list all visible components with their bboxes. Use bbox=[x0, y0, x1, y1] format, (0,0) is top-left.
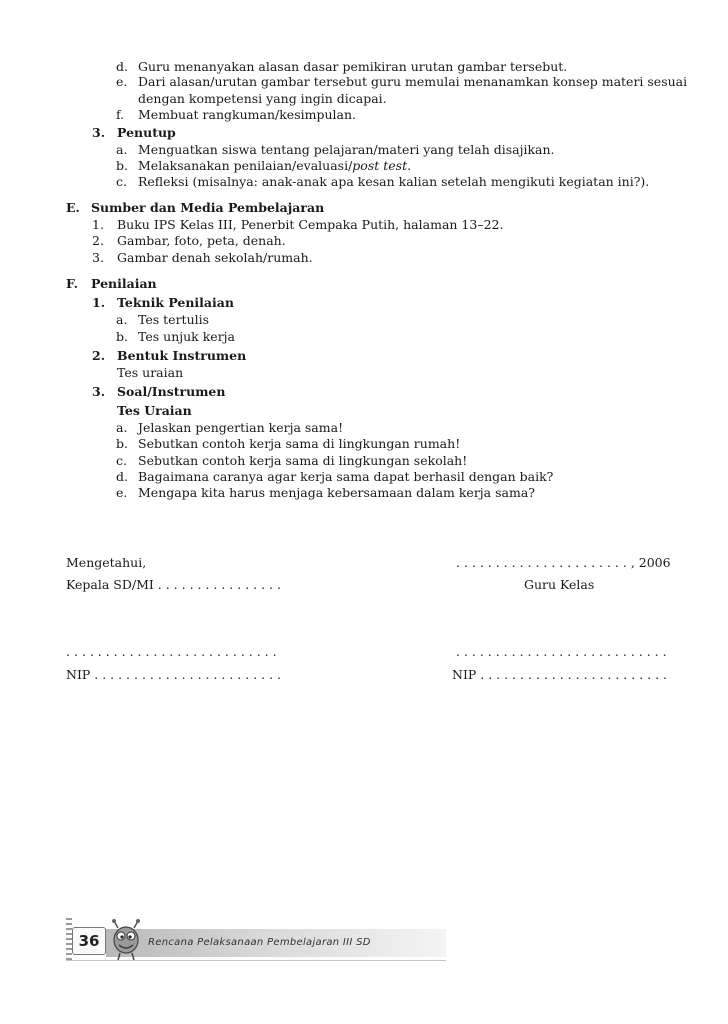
item-number: 3. bbox=[92, 250, 104, 265]
item-text: Bagaimana caranya agar kerja sama dapat berhasil dengan baik? bbox=[138, 469, 554, 484]
section-e-item-1 bbox=[92, 217, 503, 233]
soal-subtitle bbox=[117, 403, 192, 419]
heading-number: 1. bbox=[92, 295, 106, 310]
item-mark: e. bbox=[116, 485, 128, 500]
section-e-item-2 bbox=[92, 233, 286, 249]
kepala-label: Kepala SD/MI . . . . . . . . . . . . . . . . bbox=[66, 577, 281, 592]
item-mark: c. bbox=[116, 174, 127, 189]
item-mark: d. bbox=[116, 59, 128, 74]
bentuk-value bbox=[117, 365, 183, 381]
item-text: Melaksanakan penilaian/evaluasi/ bbox=[138, 158, 353, 173]
teknik-item-b bbox=[116, 329, 235, 345]
heading-number: 3. bbox=[92, 125, 106, 140]
soal-item-e bbox=[116, 485, 535, 501]
item-text: Dari alasan/urutan gambar tersebut guru memulai menanamkan konsep materi sesuai bbox=[138, 74, 688, 89]
section-f-heading bbox=[66, 276, 157, 292]
list-item-d bbox=[116, 59, 567, 75]
item-text: Gambar denah sekolah/rumah. bbox=[117, 250, 313, 265]
item-text: Menguatkan siswa tentang pelajaran/materi yang telah disajikan. bbox=[138, 142, 555, 157]
section-e-heading bbox=[66, 200, 324, 216]
heading-title: Bentuk Instrumen bbox=[117, 348, 247, 363]
list-item-e-continued bbox=[138, 91, 387, 107]
item-mark: a. bbox=[116, 420, 128, 435]
signature-line-left: . . . . . . . . . . . . . . . . . . . . . . . . . . . bbox=[66, 644, 277, 659]
section-e-item-3 bbox=[92, 250, 313, 266]
heading-title: Penutup bbox=[117, 125, 176, 140]
signature-line-right: . . . . . . . . . . . . . . . . . . . . . . . . . . . bbox=[456, 644, 667, 659]
teknik-item-a bbox=[116, 312, 209, 328]
item-text: Membuat rangkuman/kesimpulan. bbox=[138, 107, 356, 122]
mengetahui-label: Mengetahui, bbox=[66, 555, 147, 570]
heading-title: Teknik Penilaian bbox=[117, 295, 234, 310]
item-mark: d. bbox=[116, 469, 128, 484]
item-text: dengan kompetensi yang ingin dicapai. bbox=[138, 91, 387, 106]
item-text: Gambar, foto, peta, denah. bbox=[117, 233, 286, 248]
item-mark: e. bbox=[116, 74, 128, 89]
item-text-italic: post test bbox=[352, 158, 408, 173]
soal-heading bbox=[92, 384, 225, 400]
item-mark: b. bbox=[116, 158, 128, 173]
heading-title: Soal/Instrumen bbox=[117, 384, 226, 399]
item-text: Mengapa kita harus menjaga kebersamaan dalam kerja sama? bbox=[138, 485, 535, 500]
item-mark: b. bbox=[116, 329, 128, 344]
list-item-e bbox=[116, 74, 687, 90]
nip-left: NIP . . . . . . . . . . . . . . . . . . . . . . . . bbox=[66, 667, 282, 682]
page-number: 36 bbox=[72, 927, 106, 955]
guru-kelas-label: Guru Kelas bbox=[524, 577, 595, 592]
cartoon-mascot-icon bbox=[106, 918, 146, 962]
heading-number: 2. bbox=[92, 348, 106, 363]
item-text: Sebutkan contoh kerja sama di lingkungan rumah! bbox=[138, 436, 461, 451]
soal-item-a bbox=[116, 420, 343, 436]
item-mark: b. bbox=[116, 436, 128, 451]
soal-item-d bbox=[116, 469, 553, 485]
subtitle-text: Tes Uraian bbox=[117, 403, 192, 418]
item-text: Guru menanyakan alasan dasar pemikiran urutan gambar tersebut. bbox=[138, 59, 568, 74]
penutup-item-a bbox=[116, 142, 555, 158]
item-text: Buku IPS Kelas III, Penerbit Cempaka Putih, halaman 13–22. bbox=[117, 217, 504, 232]
section-title: Sumber dan Media Pembelajaran bbox=[91, 200, 325, 215]
item-text: Tes uraian bbox=[117, 365, 184, 380]
bentuk-heading bbox=[92, 348, 246, 364]
item-text: Refleksi (misalnya: anak-anak apa kesan kalian setelah mengikuti kegiatan ini?). bbox=[138, 174, 650, 189]
heading-number: 3. bbox=[92, 384, 106, 399]
section-mark: F. bbox=[66, 276, 78, 291]
section-title: Penilaian bbox=[91, 276, 157, 291]
item-text: Tes unjuk kerja bbox=[138, 329, 236, 344]
penutup-item-c bbox=[116, 174, 649, 190]
page-footer bbox=[66, 918, 446, 966]
soal-item-b bbox=[116, 436, 460, 452]
item-text: Sebutkan contoh kerja sama di lingkungan sekolah! bbox=[138, 453, 468, 468]
item-mark: c. bbox=[116, 453, 127, 468]
item-number: 1. bbox=[92, 217, 104, 232]
penutup-item-b bbox=[116, 158, 411, 174]
item-text: Jelaskan pengertian kerja sama! bbox=[138, 420, 344, 435]
item-text: Tes tertulis bbox=[138, 312, 210, 327]
item-mark: f. bbox=[116, 107, 125, 122]
penutup-heading bbox=[92, 125, 176, 141]
list-item-f bbox=[116, 107, 356, 123]
item-text-end: . bbox=[407, 158, 412, 173]
running-title: Rencana Pelaksanaan Pembelajaran III SD bbox=[148, 937, 371, 948]
date-line: . . . . . . . . . . . . . . . . . . . . . . , 2006 bbox=[456, 555, 671, 570]
item-mark: a. bbox=[116, 142, 128, 157]
item-number: 2. bbox=[92, 233, 104, 248]
section-mark: E. bbox=[66, 200, 80, 215]
soal-item-c bbox=[116, 453, 467, 469]
nip-right: NIP . . . . . . . . . . . . . . . . . . . . . . . . bbox=[452, 667, 668, 682]
item-mark: a. bbox=[116, 312, 128, 327]
teknik-heading bbox=[92, 295, 234, 311]
